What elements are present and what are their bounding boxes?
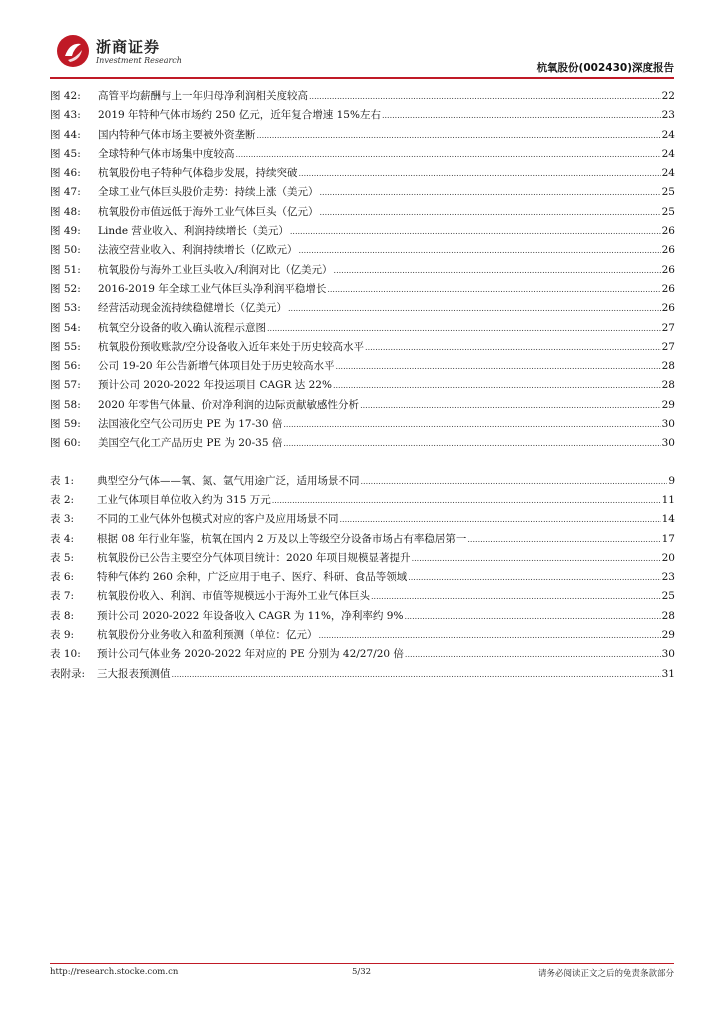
dot-leader bbox=[382, 111, 661, 120]
toc-entry[interactable] bbox=[50, 666, 675, 685]
toc-entry[interactable] bbox=[50, 646, 675, 665]
figure-list bbox=[50, 88, 675, 455]
entry-label: 图 46: bbox=[50, 167, 81, 180]
toc-entry[interactable] bbox=[50, 281, 675, 300]
entry-title: 根据 08 年行业年鉴，杭氧在国内 2 万及以上等级空分设备市场占有率稳居第一 bbox=[97, 532, 467, 545]
company-subtitle: Investment Research bbox=[96, 56, 182, 65]
toc-entry[interactable] bbox=[50, 339, 675, 358]
entry-label: 表 1: bbox=[50, 474, 75, 487]
entry-title: 三大报表预测值 bbox=[97, 667, 171, 680]
entry-page-number: 28 bbox=[661, 360, 675, 373]
footer-divider bbox=[50, 963, 674, 964]
dot-leader bbox=[309, 92, 661, 101]
toc-entry[interactable] bbox=[50, 184, 675, 203]
dot-leader bbox=[299, 169, 661, 178]
entry-page-number: 11 bbox=[661, 493, 675, 506]
dot-leader bbox=[327, 285, 660, 294]
toc-entry[interactable] bbox=[50, 397, 675, 416]
entry-label: 表 9: bbox=[50, 629, 75, 642]
dot-leader bbox=[408, 573, 660, 582]
entry-page-number: 9 bbox=[668, 474, 675, 487]
entry-title: 杭氧股份市值远低于海外工业气体巨头（亿元） bbox=[98, 205, 319, 218]
entry-label: 图 44: bbox=[50, 128, 81, 141]
entry-label: 图 49: bbox=[50, 225, 81, 238]
entry-label: 图 53: bbox=[50, 302, 81, 315]
entry-title: 预计公司 2020-2022 年设备收入 CAGR 为 11%，净利率约 9% bbox=[97, 609, 404, 622]
dot-leader bbox=[236, 150, 661, 159]
dot-leader bbox=[283, 420, 660, 429]
company-logo-icon bbox=[56, 34, 90, 68]
toc-entry[interactable] bbox=[50, 223, 675, 242]
toc-entry[interactable] bbox=[50, 165, 675, 184]
entry-page-number: 30 bbox=[661, 418, 675, 431]
entry-label: 图 60: bbox=[50, 437, 81, 450]
toc-entry[interactable] bbox=[50, 531, 675, 550]
entry-title: 公司 19-20 年公告新增气体项目处于历史较高水平 bbox=[98, 360, 335, 373]
entry-page-number: 22 bbox=[661, 90, 675, 102]
dot-leader bbox=[361, 477, 668, 486]
entry-label: 表 8: bbox=[50, 609, 75, 622]
dot-leader bbox=[360, 401, 661, 410]
entry-page-number: 25 bbox=[661, 205, 675, 218]
entry-title: 预计公司气体业务 2020-2022 年对应的 PE 分别为 42/27/20 倍 bbox=[97, 648, 404, 661]
toc-entry[interactable] bbox=[50, 377, 675, 396]
toc-entry[interactable] bbox=[50, 550, 675, 569]
toc-entry[interactable] bbox=[50, 127, 675, 146]
entry-page-number: 27 bbox=[661, 340, 675, 353]
entry-page-number: 25 bbox=[661, 590, 675, 603]
dot-leader bbox=[267, 324, 661, 333]
toc-entry[interactable] bbox=[50, 435, 675, 454]
entry-page-number: 30 bbox=[661, 437, 675, 450]
entry-label: 图 54: bbox=[50, 321, 81, 334]
dot-leader bbox=[467, 535, 660, 544]
entry-label: 表 4: bbox=[50, 532, 75, 545]
toc-entry[interactable] bbox=[50, 416, 675, 435]
entry-label: 表 5: bbox=[50, 551, 75, 564]
entry-page-number: 28 bbox=[661, 609, 675, 622]
entry-label: 图 51: bbox=[50, 263, 81, 276]
entry-label: 图 52: bbox=[50, 282, 81, 295]
entry-title: 杭氧股份收入、利润、市值等规模远小于海外工业气体巨头 bbox=[97, 590, 370, 603]
toc-entry[interactable] bbox=[50, 146, 675, 165]
entry-title: 工业气体项目单位收入约为 315 万元 bbox=[97, 493, 271, 506]
entry-title: 杭氧股份与海外工业巨头收入/利润对比（亿美元） bbox=[98, 263, 333, 276]
entry-page-number: 26 bbox=[661, 263, 675, 276]
entry-page-number: 26 bbox=[661, 244, 675, 257]
entry-label: 图 59: bbox=[50, 418, 81, 431]
header-divider bbox=[50, 77, 674, 79]
footer-page-number: 5/32 bbox=[352, 967, 372, 977]
entry-page-number: 23 bbox=[661, 571, 675, 584]
toc-entry[interactable] bbox=[50, 473, 675, 492]
toc-entry[interactable] bbox=[50, 569, 675, 588]
entry-page-number: 31 bbox=[661, 667, 675, 680]
toc-entry[interactable] bbox=[50, 88, 675, 107]
dot-leader bbox=[412, 554, 661, 563]
entry-page-number: 26 bbox=[661, 282, 675, 295]
dot-leader bbox=[365, 343, 661, 352]
entry-title: 杭氧股份已公告主要空分气体项目统计：2020 年项目规模显著提升 bbox=[97, 551, 411, 564]
entry-page-number: 24 bbox=[661, 167, 675, 180]
dot-leader bbox=[320, 208, 661, 217]
entry-title: 杭氧股份分业务收入和盈利预测（单位：亿元） bbox=[97, 629, 318, 642]
entry-label: 表附录: bbox=[50, 667, 86, 680]
entry-title: 全球特种气体市场集中度较高 bbox=[98, 147, 235, 160]
dot-leader bbox=[290, 227, 661, 236]
toc-entry[interactable] bbox=[50, 242, 675, 261]
entry-page-number: 20 bbox=[661, 551, 675, 564]
entry-label: 图 55: bbox=[50, 340, 81, 353]
entry-page-number: 17 bbox=[661, 532, 675, 545]
entry-title: 法液空营业收入、利润持续增长（亿欧元） bbox=[98, 244, 298, 257]
entry-page-number: 29 bbox=[661, 398, 675, 411]
entry-title: 预计公司 2020-2022 年投运项目 CAGR 达 22% bbox=[98, 379, 332, 392]
entry-title: 2019 年特种气体市场约 250 亿元，近年复合增速 15%左右 bbox=[98, 109, 381, 122]
entry-title: 美国空气化工产品历史 PE 为 20-35 倍 bbox=[98, 437, 283, 450]
entry-label: 图 42: bbox=[50, 90, 81, 102]
dot-leader bbox=[319, 631, 661, 640]
company-name: 浙商证券 bbox=[96, 38, 161, 56]
dot-leader bbox=[272, 496, 661, 505]
dot-leader bbox=[404, 612, 660, 621]
entry-title: 杭氧股份预收账款/空分设备收入近年来处于历史较高水平 bbox=[98, 340, 365, 353]
entry-title: 2016-2019 年全球工业气体巨头净利润平稳增长 bbox=[98, 282, 327, 295]
entry-title: 杭氧空分设备的收入确认流程示意图 bbox=[98, 321, 266, 334]
entry-page-number: 30 bbox=[661, 648, 675, 661]
dot-leader bbox=[405, 650, 661, 659]
entry-label: 表 6: bbox=[50, 571, 75, 584]
dot-leader bbox=[334, 266, 661, 275]
toc-entry[interactable] bbox=[50, 204, 675, 223]
entry-title: 不同的工业气体外包模式对应的客户及应用场景不同 bbox=[97, 513, 339, 526]
entry-label: 图 57: bbox=[50, 379, 81, 392]
report-title: 杭氧股份(002430)深度报告 bbox=[536, 62, 674, 74]
toc-entry[interactable] bbox=[50, 320, 675, 339]
entry-title: 2020 年零售气体量、价对净利润的边际贡献敏感性分析 bbox=[98, 398, 360, 411]
entry-page-number: 25 bbox=[661, 186, 675, 199]
toc-entry[interactable] bbox=[50, 262, 675, 281]
table-of-contents bbox=[50, 88, 675, 685]
entry-page-number: 14 bbox=[661, 513, 675, 526]
entry-title: 经营活动现金流持续稳健增长（亿美元） bbox=[98, 302, 287, 315]
dot-leader bbox=[283, 439, 660, 448]
entry-title: 国内特种气体市场主要被外资垄断 bbox=[98, 128, 256, 141]
toc-entry[interactable] bbox=[50, 588, 675, 607]
toc-entry[interactable] bbox=[50, 627, 675, 646]
entry-label: 图 56: bbox=[50, 360, 81, 373]
entry-title: 全球工业气体巨头股价走势：持续上涨（美元） bbox=[98, 186, 319, 199]
dot-leader bbox=[299, 246, 661, 255]
entry-label: 表 2: bbox=[50, 493, 75, 506]
entry-label: 表 10: bbox=[50, 648, 81, 661]
entry-label: 图 43: bbox=[50, 109, 81, 122]
toc-entry[interactable] bbox=[50, 511, 675, 530]
dot-leader bbox=[335, 362, 660, 371]
entry-page-number: 24 bbox=[661, 128, 675, 141]
dot-leader bbox=[257, 131, 661, 140]
dot-leader bbox=[320, 188, 661, 197]
toc-entry[interactable] bbox=[50, 608, 675, 627]
entry-label: 图 47: bbox=[50, 186, 81, 199]
table-list bbox=[50, 473, 675, 685]
entry-title: 特种气体约 260 余种，广泛应用于电子、医疗、科研、食品等领域 bbox=[97, 571, 408, 584]
entry-title: 高管平均薪酬与上一年归母净利润相关度较高 bbox=[98, 90, 308, 102]
page-header bbox=[50, 28, 674, 78]
toc-entry[interactable] bbox=[50, 300, 675, 319]
entry-page-number: 29 bbox=[661, 629, 675, 642]
footer-disclaimer: 请务必阅读正文之后的免责条款部分 bbox=[537, 969, 674, 979]
footer-url[interactable]: http://research.stocke.com.cn bbox=[50, 967, 179, 977]
entry-title: 典型空分气体——氧、氮、氩气用途广泛，适用场景不同 bbox=[97, 474, 360, 487]
entry-label: 图 58: bbox=[50, 398, 81, 411]
dot-leader bbox=[172, 670, 661, 679]
entry-title: 杭氧股份电子特种气体稳步发展，持续突破 bbox=[98, 167, 298, 180]
entry-label: 图 50: bbox=[50, 244, 81, 257]
entry-title: Linde 营业收入、利润持续增长（美元） bbox=[98, 225, 289, 238]
entry-page-number: 26 bbox=[661, 302, 675, 315]
entry-page-number: 24 bbox=[661, 147, 675, 160]
entry-page-number: 23 bbox=[661, 109, 675, 122]
entry-label: 表 3: bbox=[50, 513, 75, 526]
entry-label: 图 48: bbox=[50, 205, 81, 218]
dot-leader bbox=[333, 381, 661, 390]
entry-page-number: 27 bbox=[661, 321, 675, 334]
toc-entry[interactable] bbox=[50, 492, 675, 511]
dot-leader bbox=[288, 304, 661, 313]
dot-leader bbox=[371, 592, 661, 601]
entry-title: 法国液化空气公司历史 PE 为 17-30 倍 bbox=[98, 418, 283, 431]
dot-leader bbox=[340, 515, 661, 524]
entry-label: 表 7: bbox=[50, 590, 75, 603]
entry-page-number: 28 bbox=[661, 379, 675, 392]
entry-label: 图 45: bbox=[50, 147, 81, 160]
section-gap bbox=[50, 455, 675, 473]
entry-page-number: 26 bbox=[661, 225, 675, 238]
toc-entry[interactable] bbox=[50, 358, 675, 377]
toc-entry[interactable] bbox=[50, 107, 675, 126]
